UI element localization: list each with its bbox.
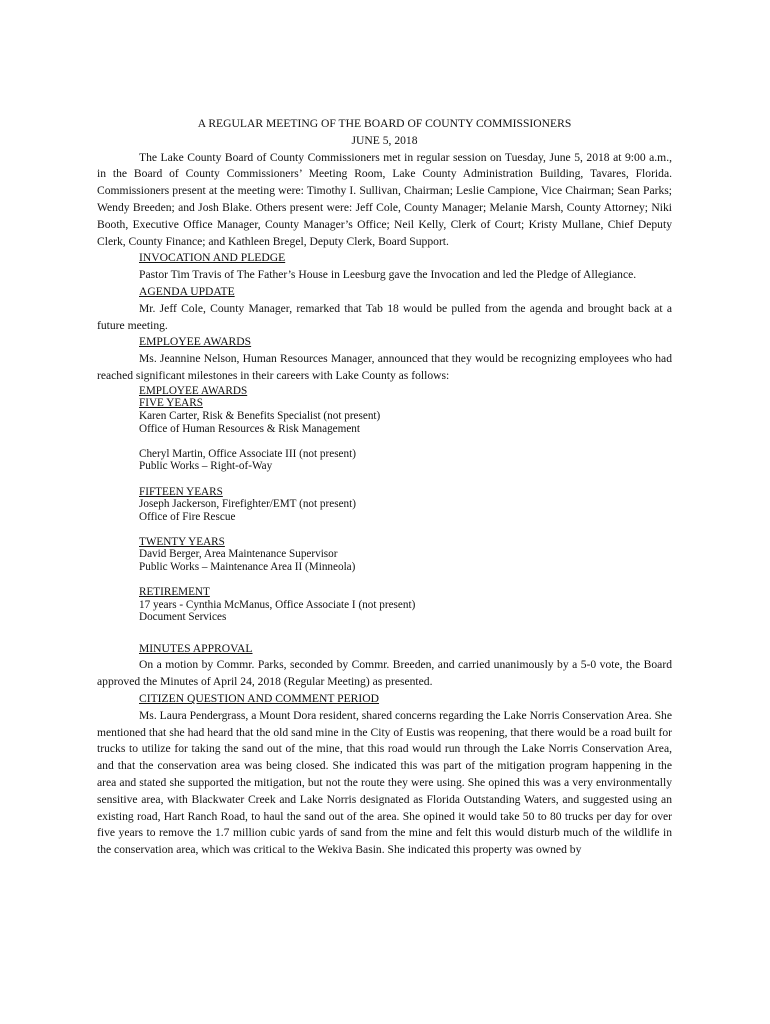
- awards-list: [97, 385, 672, 637]
- document-page: [97, 116, 672, 859]
- meeting-title: A REGULAR MEETING OF THE BOARD OF COUNTY COMMISSIONERS: [197, 117, 572, 130]
- invocation-paragraph: Pastor Tim Travis of The Father’s House in Leesburg gave the Invocation and led the Pledge of Allegiance.: [139, 268, 637, 282]
- minutes-heading: MINUTES APPROVAL: [139, 641, 253, 655]
- five-years-heading: FIVE YEARS: [139, 397, 203, 410]
- award-entry-dept: Office of Human Resources & Risk Management: [139, 422, 361, 435]
- award-entry: Cheryl Martin, Office Associate III (not present): [139, 447, 356, 460]
- award-entry-dept: Document Services: [139, 611, 227, 624]
- meeting-date: JUNE 5, 2018: [351, 133, 418, 147]
- twenty-years-heading: TWENTY YEARS: [139, 535, 225, 548]
- award-entry-dept: Public Works – Right-of-Way: [139, 460, 273, 473]
- agenda-heading: AGENDA UPDATE: [139, 284, 235, 298]
- award-entry: David Berger, Area Maintenance Supervisor: [139, 548, 338, 561]
- employee-awards-paragraph: Ms. Jeannine Nelson, Human Resources Manager, announced that they would be recognizing employees who had reached significant milestones in their careers with Lake County as follows:: [97, 352, 672, 382]
- award-entry: 17 years - Cynthia McManus, Office Associate I (not present): [139, 598, 416, 611]
- invocation-heading: INVOCATION AND PLEDGE: [139, 251, 286, 265]
- award-entry: Karen Carter, Risk & Benefits Specialist (not present): [139, 409, 381, 422]
- award-entry-dept: Public Works – Maintenance Area II (Minneola): [139, 561, 356, 574]
- citizen-heading: CITIZEN QUESTION AND COMMENT PERIOD: [139, 692, 380, 706]
- minutes-paragraph: On a motion by Commr. Parks, seconded by Commr. Breeden, and carried unanimously by a 5-0 vote, the Board approved the Minutes of April 24, 2018 (Regular Meeting) as presented.: [97, 658, 672, 689]
- retirement-heading: RETIREMENT: [139, 586, 210, 599]
- award-entry-dept: Office of Fire Rescue: [139, 510, 236, 523]
- citizen-paragraph: Ms. Laura Pendergrass, a Mount Dora resident, shared concerns regarding the Lake Norris Conservation Area. She mentioned that she had heard that the old sand mine in the City of Eustis was reopening, that there would be a road built for trucks to utilize for taking the sand out of the mine, that this road would run through the Lake Norris Conservation Area, and that the conservation area was being closed. She indicated this was part of the mitigation program happening in the area and stated she supported the mitigation, but not the route they were using. She opined this was a very environmentally sensitive area, with Blackwater Creek and Lake Norris designated as Florida Outstanding Waters, and suggested using an existing road, Hart Ranch Road, to haul the sand out of the area. She opined it would take 50 to 80 trucks per day for over five years to remove the 1.7 million cubic yards of sand from the mine and felt this would disturb much of the wildlife in the conservation area, which was critical to the Wekiva Basin. She indicated this property was owned by: [97, 708, 672, 857]
- awards-list-heading: EMPLOYEE AWARDS: [139, 384, 248, 397]
- fifteen-years-heading: FIFTEEN YEARS: [139, 485, 223, 498]
- agenda-paragraph: Mr. Jeff Cole, County Manager, remarked that Tab 18 would be pulled from the agenda and brought back at a future meeting.: [97, 301, 672, 332]
- intro-paragraph: The Lake County Board of County Commissioners met in regular session on Tuesday, June 5, 2018 at 9:00 a.m., in the Board of County Commissioners’ Meeting Room, Lake County Administration Building, Tavares, Florida. Commissioners present at the meeting were: Timothy I. Sullivan, Chairman; Leslie Campione, Vice Chairman; Sean Parks; Wendy Breeden; and Josh Blake. Others present were: Jeff Cole, County Manager; Melanie Marsh, County Attorney; Niki Booth, Executive Office Manager, County Manager’s Office; Neil Kelly, Clerk of Court; Kristy Mullane, Chief Deputy Clerk, County Finance; and Kathleen Bregel, Deputy Clerk, Board Support.: [97, 150, 672, 248]
- award-entry: Joseph Jackerson, Firefighter/EMT (not present): [139, 498, 356, 511]
- employee-awards-heading: EMPLOYEE AWARDS: [139, 335, 252, 349]
